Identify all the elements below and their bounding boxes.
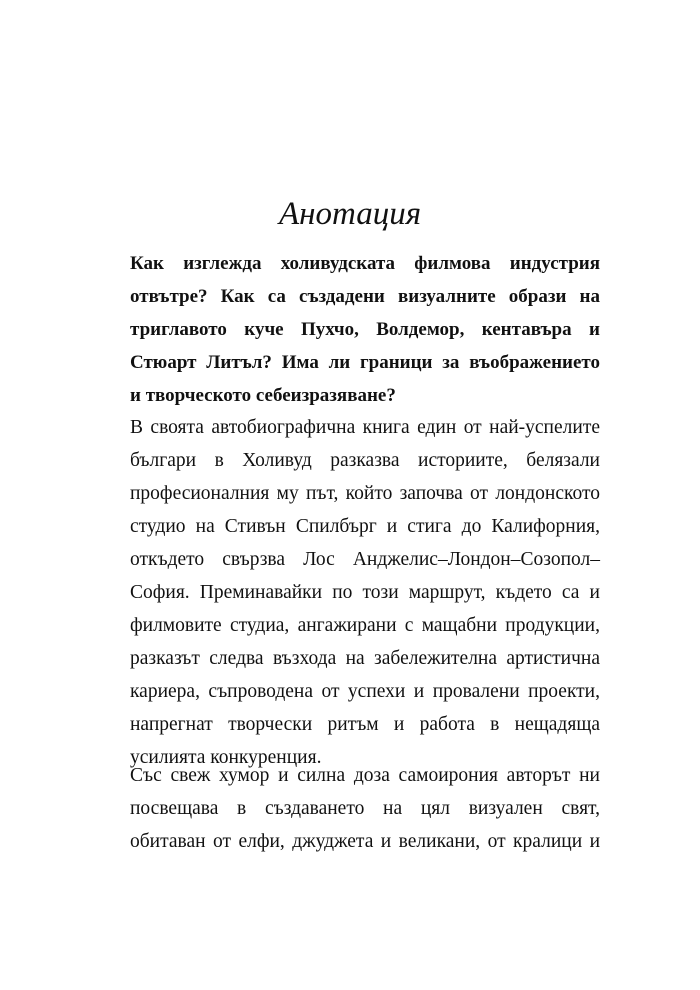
paragraph-line: българи в Холивуд разказва историите, белязали [130,450,600,471]
paragraph-line: филмовите студиа, ангажирани с мащабни продукции, [130,615,600,636]
lead-line: триглавото куче Пухчо, Волдемор, кентавъра и [130,319,600,340]
paragraph-line: откъдето свързва Лос Анджелис–Лондон–Созопол– [130,549,600,570]
paragraph-line: разказът следва възхода на забележителна артистична [130,648,600,669]
lead-line: Как изглежда холивудската филмова индустрия [130,253,600,274]
paragraph-line: София. Преминавайки по този маршрут, където са и [130,582,600,603]
paragraph-line: обитаван от елфи, джуджета и великани, от кралици и [130,831,600,852]
paragraph-line: В своята автобиографична книга един от най-успелите [130,417,600,438]
lead-line: Стюарт Литъл? Има ли граници за въображението [130,352,600,373]
body-paragraph-1 [130,411,600,774]
page-title: Анотация [278,196,422,232]
paragraph-line: Със свеж хумор и силна доза самоирония авторът ни [130,765,600,786]
lead-paragraph [130,247,600,412]
paragraph-line: студио на Стивън Спилбърг и стига до Калифорния, [130,516,600,537]
lead-line: отвътре? Как са създадени визуалните образи на [130,286,600,307]
paragraph-line: професионалния му път, който започва от лондонското [130,483,600,504]
lead-line: и творческото себеизразяване? [130,385,396,406]
paragraph-line: посвещава в създаването на цял визуален свят, [130,798,600,819]
paragraph-line: напрегнат творчески ритъм и работа в нещадяща [130,714,600,735]
body-paragraph-2 [130,759,600,858]
paragraph-line: кариера, съпроводена от успехи и провалени проекти, [130,681,600,702]
paragraph-line: усилията конкуренция. [130,747,322,768]
